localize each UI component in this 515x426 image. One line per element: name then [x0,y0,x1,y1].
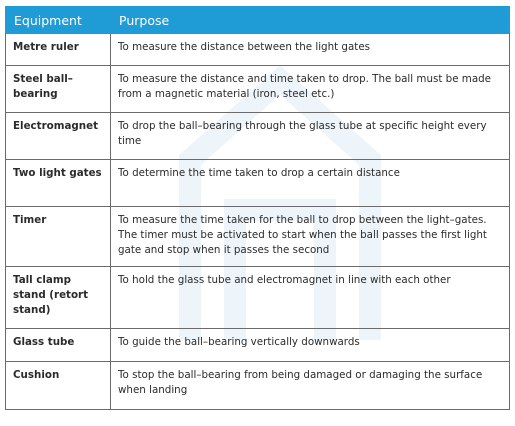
table-row [6,207,510,267]
table-row [6,362,510,410]
equipment-name: Metre ruler [6,34,111,66]
equipment-purpose: To hold the glass tube and electromagnet in line with each other [111,267,510,329]
table-row [6,329,510,362]
header-purpose: Purpose [111,7,510,34]
equipment-table-container [5,6,509,410]
equipment-purpose: To stop the ball–bearing from being damaged or damaging the surface when landing [111,362,510,410]
equipment-purpose: To determine the time taken to drop a certain distance [111,160,510,207]
equipment-purpose: To measure the time taken for the ball to drop between the light–gates. The timer must be activated to start when the ball passes the first light gate and stop when it passes the second [111,207,510,267]
equipment-name: Glass tube [6,329,111,362]
table-row [6,34,510,66]
table-row [6,267,510,329]
equipment-purpose: To measure the distance between the light gates [111,34,510,66]
equipment-name: Cushion [6,362,111,410]
equipment-table [5,6,510,410]
equipment-purpose: To guide the ball–bearing vertically downwards [111,329,510,362]
header-equipment: Equipment [6,7,111,34]
table-row [6,113,510,160]
equipment-name: Steel ball–bearing [6,66,111,113]
equipment-name: Electromagnet [6,113,111,160]
table-row [6,66,510,113]
equipment-purpose: To measure the distance and time taken to drop. The ball must be made from a magnetic material (iron, steel etc.) [111,66,510,113]
equipment-name: Timer [6,207,111,267]
equipment-name: Two light gates [6,160,111,207]
table-header-row [6,7,510,34]
equipment-name: Tall clamp stand (retort stand) [6,267,111,329]
table-row [6,160,510,207]
equipment-purpose: To drop the ball–bearing through the glass tube at specific height every time [111,113,510,160]
